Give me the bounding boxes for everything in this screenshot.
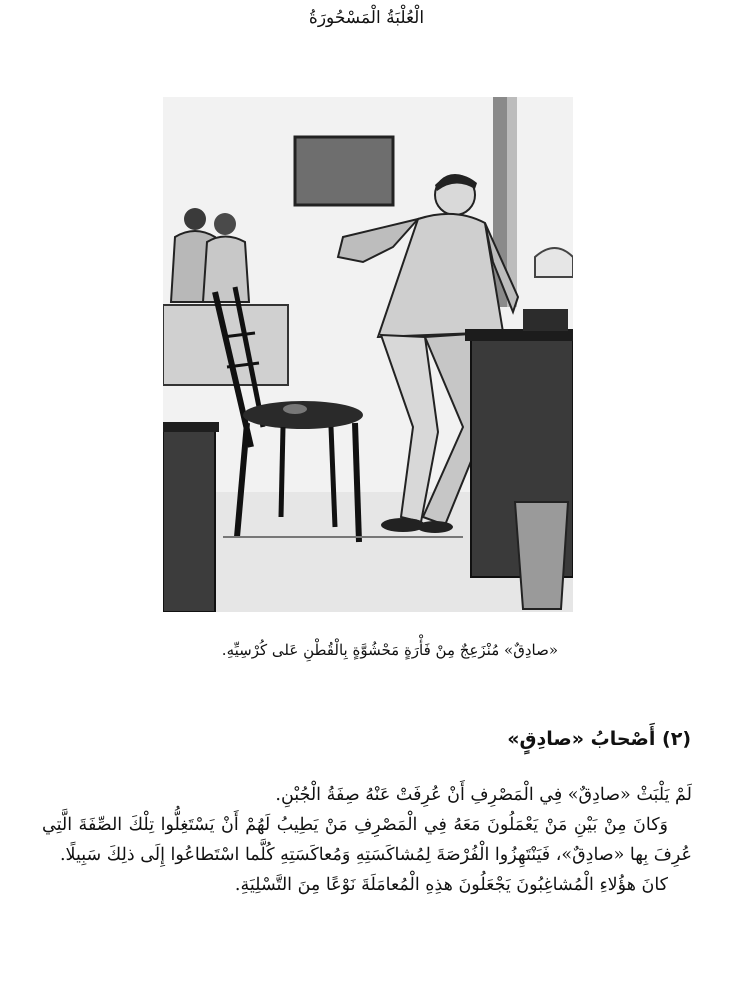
illustration-caption: «صادِقٌ» مُنْزَعِجٌ مِنْ فَأْرَةٍ مَحْشُوَّةٍ بِالْقُطْنِ عَلى كُرْسِيِّهِ.: [221, 641, 558, 659]
body-text: [42, 780, 692, 900]
paragraph-1: لَمْ يَلْبَثْ «صادِقٌ» فِي الْمَصْرِفِ أَنْ عُرِفَتْ عَنْهُ صِفَةُ الْجُبْنِ.: [275, 785, 692, 805]
office-scene-drawing: [163, 97, 573, 612]
paragraph-2: وَكانَ مِنْ بَيْنِ مَنْ يَعْمَلُونَ مَعَهُ فِي الْمَصْرِفِ مَنْ يَطِيبُ لَهُمْ أَنْ يَسْتَغِلُّوا تِلْكَ الصِّفَةَ الَّتِي عُرِفَ بِها «صادِقٌ»، فَيَنْتَهِزُوا الْفُرْصَةَ لِمُشاكَسَتِهِ وَمُعاكَسَتِهِ كُلَّما اسْتَطاعُوا إِلَى ذلِكَ سَبِيلًا.: [42, 815, 692, 865]
paragraph-3: كانَ هؤُلاءِ الْمُشاغِبُونَ يَجْعَلُونَ هذِهِ الْمُعامَلَةَ نَوْعًا مِنَ التَّسْلِيَةِ.: [234, 875, 668, 895]
running-head: الْعُلْبَةُ الْمَسْحُورَةُ: [308, 8, 425, 28]
office-illustration: [163, 97, 573, 612]
section-heading: (٢) أَصْحابُ «صادِقٍ»: [507, 728, 691, 750]
